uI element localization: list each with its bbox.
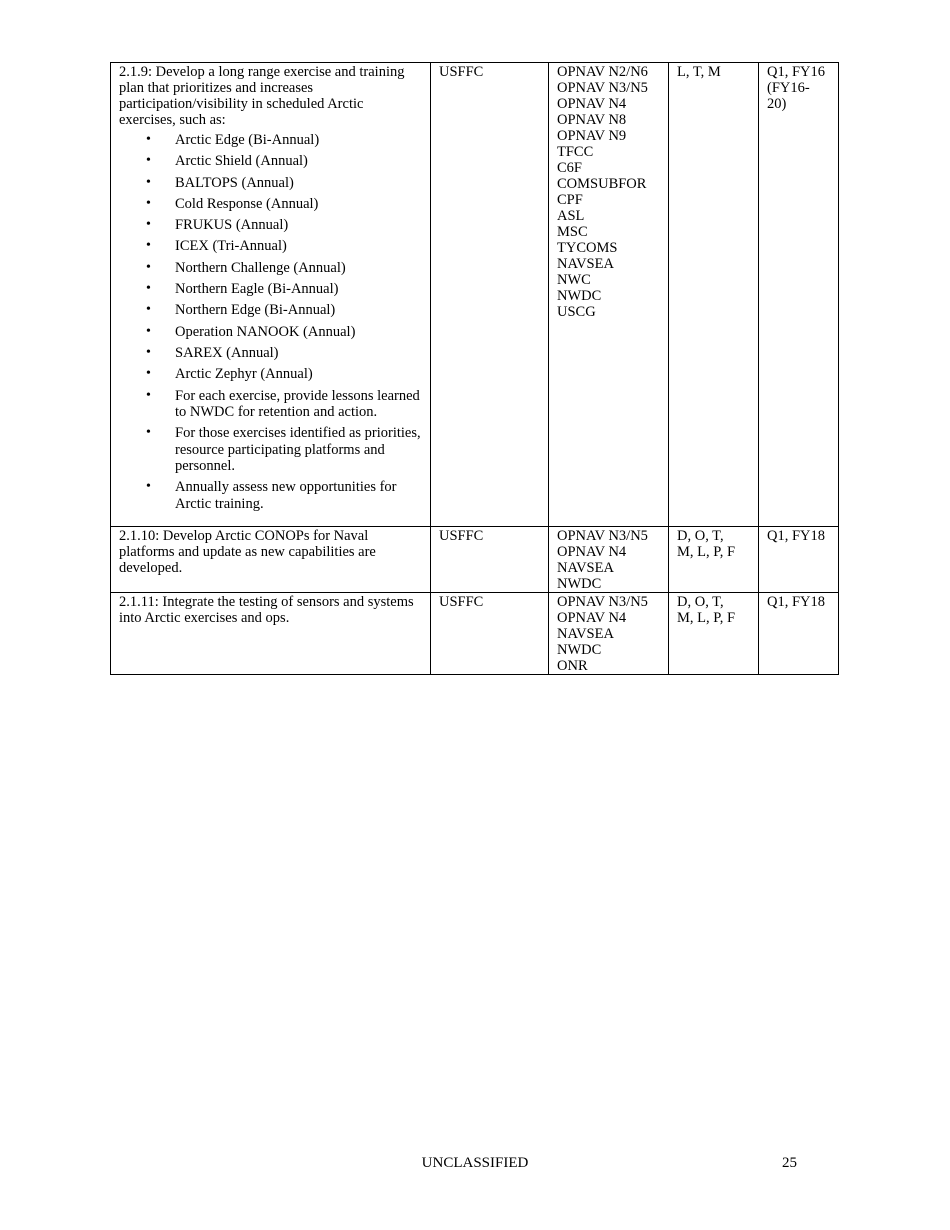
support-org: NWC [557,272,591,288]
task-cell: 2.1.10: Develop Arctic CONOPs for Naval platforms and update as new capabilities are developed. [111,527,431,593]
list-item: • FRUKUS (Annual) [146,217,289,234]
support-org: TYCOMS [557,240,618,256]
task-cell [111,63,431,527]
dotmlpf-value: M, L, P, F [677,544,736,560]
support-cell [549,527,669,593]
support-org: ONR [557,658,588,674]
timeline-value: (FY16- [767,80,810,96]
dotmlpf-cell [669,593,759,675]
list-item: • Cold Response (Annual) [146,195,319,212]
dotmlpf-cell [669,527,759,593]
support-cell [549,593,669,675]
lead-cell: USFFC [431,63,549,527]
support-cell [549,63,669,527]
list-item: • Northern Challenge (Annual) [146,259,346,276]
timeline-value: Q1, FY18 [767,594,826,610]
list-item: • Northern Eagle (Bi-Annual) [146,281,339,298]
support-org: OPNAV N3/N5 [557,528,648,544]
timeline-value: 20) [767,96,787,112]
support-org: OPNAV N4 [557,544,627,560]
support-org: NWDC [557,642,602,658]
dotmlpf-cell [669,63,759,527]
timeline-cell [759,593,839,675]
support-org: C6F [557,160,582,176]
support-org: OPNAV N3/N5 [557,80,648,96]
timeline-cell [759,63,839,527]
dotmlpf-value: L, T, M [677,64,721,80]
list-item: • Annually assess new opportunities for Arctic training. [146,479,397,512]
action-plan-table [110,62,839,675]
dotmlpf-value: D, O, T, [677,594,724,610]
support-org: OPNAV N3/N5 [557,594,648,610]
timeline-value: Q1, FY16 [767,64,826,80]
list-item: • BALTOPS (Annual) [146,174,294,191]
task-cell: 2.1.11: Integrate the testing of sensors and systems into Arctic exercises and ops. [111,593,431,675]
dotmlpf-value: M, L, P, F [677,610,736,626]
support-org: OPNAV N8 [557,112,627,128]
support-org: USCG [557,304,596,320]
support-org: OPNAV N9 [557,128,627,144]
support-org: ASL [557,208,585,224]
support-org: NWDC [557,288,602,304]
support-org: COMSUBFOR [557,176,647,192]
list-item: • For those exercises identified as priorities, resource participating platforms and personnel. [146,425,421,475]
support-org: NAVSEA [557,626,614,642]
exercise-list [119,132,422,512]
timeline-value: Q1, FY18 [767,528,826,544]
support-org: MSC [557,224,588,240]
support-org: OPNAV N4 [557,96,627,112]
list-item: • ICEX (Tri-Annual) [146,238,287,255]
support-org: TFCC [557,144,594,160]
support-org: CPF [557,192,583,208]
table-row [111,593,839,675]
list-item: • Operation NANOOK (Annual) [146,323,356,340]
support-org: NAVSEA [557,560,614,576]
list-item: • Arctic Shield (Annual) [146,153,308,170]
dotmlpf-value: D, O, T, [677,528,724,544]
lead-cell: USFFC [431,593,549,675]
table-row [111,527,839,593]
table-row [111,63,839,527]
support-org: NAVSEA [557,256,614,272]
list-item: • Arctic Zephyr (Annual) [146,366,313,383]
list-item: • Northern Edge (Bi-Annual) [146,302,336,319]
list-item: • Arctic Edge (Bi-Annual) [146,132,320,148]
support-org: OPNAV N2/N6 [557,64,648,80]
page-number: 25 [782,1155,797,1171]
task-text: 2.1.9: Develop a long range exercise and training plan that prioritizes and increases participation/visibility in scheduled Arctic exercises, such as: [119,64,405,128]
list-item: • SAREX (Annual) [146,344,279,361]
list-item: • For each exercise, provide lessons learned to NWDC for retention and action. [146,387,420,420]
lead-cell: USFFC [431,527,549,593]
support-org: NWDC [557,576,602,592]
timeline-cell [759,527,839,593]
classification-footer: UNCLASSIFIED [421,1155,529,1171]
support-org: OPNAV N4 [557,610,627,626]
